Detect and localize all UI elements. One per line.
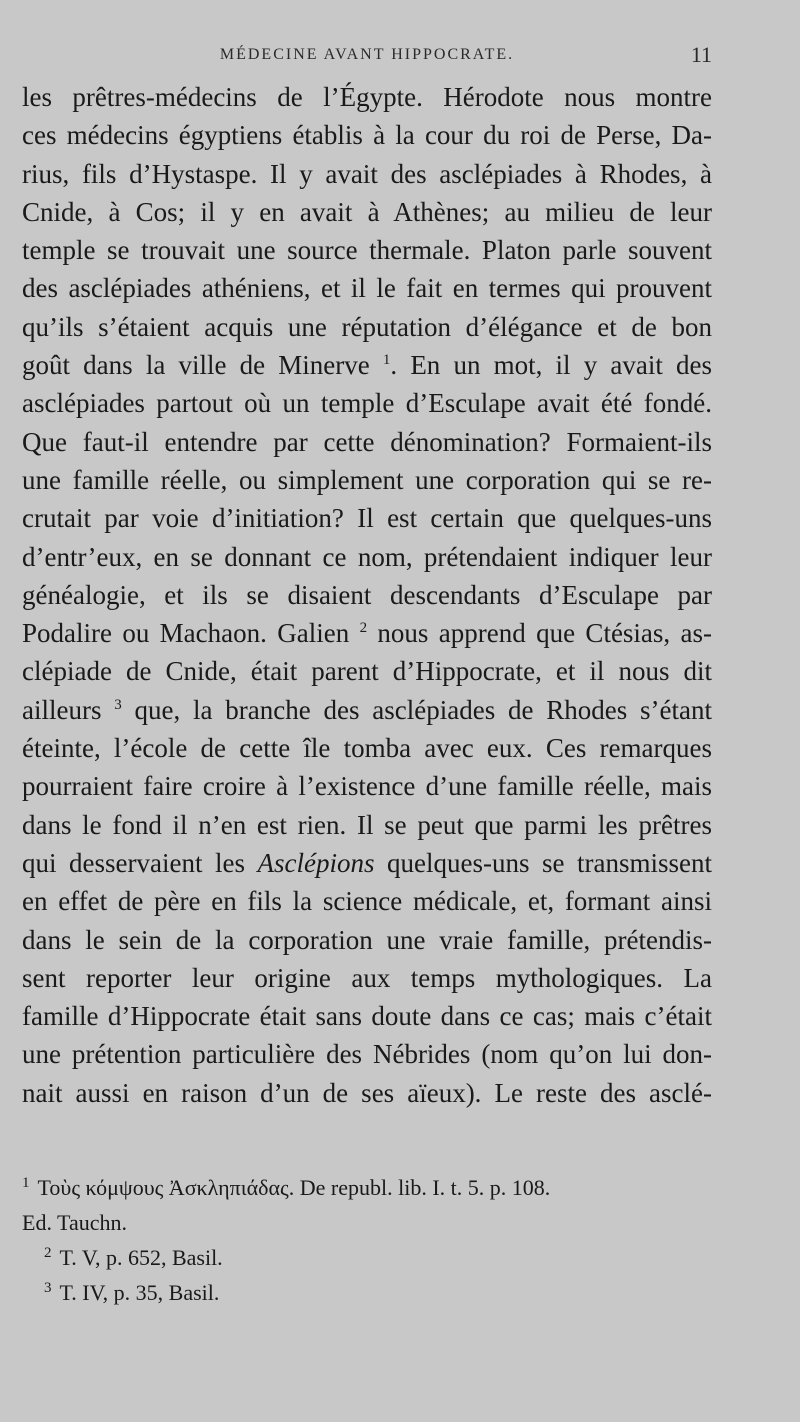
footnote-reference: 2 (359, 620, 368, 637)
text-segment: que, la branche des asclépiades de Rhodes s’étant (121, 694, 712, 725)
text-line: asclépiades partout où un temple d’Esculape avait été fondé. (22, 388, 712, 419)
text-line: Cnide, à Cos; il y en avait à Athènes; au milieu de leur (22, 196, 712, 227)
text-segment: goût dans la ville de Minerve (22, 350, 370, 381)
footnotes (22, 1170, 712, 1310)
text-line: sent reporter leur origine aux temps mythologiques. La (22, 962, 712, 993)
footnote-3 (22, 1275, 712, 1310)
text-line: qu’ils s’étaient acquis une réputation d’élégance et de bon (22, 311, 712, 342)
text-segment: quelques-uns se transmissent (374, 847, 712, 878)
text-line: en effet de père en fils la science médicale, et, formant ainsi (22, 886, 712, 917)
text-line: d’entr’eux, en se donnant ce nom, prétendaient indiquer leur (22, 541, 712, 572)
text-line: généalogie, et ils se disaient descendants d’Esculape par (22, 579, 712, 610)
text-line: Que faut-il entendre par cette dénomination? Formaient-ils (22, 426, 712, 457)
footnote-1 (22, 1170, 712, 1205)
text-line: une prétention particulière des Nébrides (nom qu’on lui don- (22, 1039, 712, 1070)
footnote-text: Τοὺς κόμψους Ἀσκληπιάδας. De republ. lib. I. t. 5. p. 108. (37, 1175, 551, 1200)
text-segment: ailleurs (22, 694, 102, 725)
text-line: des asclépiades athéniens, et il le fait en termes qui prouvent (22, 273, 712, 304)
text-line: éteinte, l’école de cette île tomba avec eux. Ces remarques (22, 733, 712, 764)
text-line: clépiade de Cnide, était parent d’Hippocrate, et il nous dit (22, 656, 712, 687)
footnote-marker: 2 (44, 1244, 52, 1261)
text-line (22, 614, 712, 652)
footnote-marker: 1 (22, 1174, 30, 1191)
footnote-reference: 3 (114, 696, 122, 713)
text-line (22, 844, 712, 882)
text-line (22, 346, 712, 384)
text-segment: Podalire ou Machaon. Galien (22, 618, 350, 649)
text-line: dans le fond il n’en est rien. Il se peut que parmi les prêtres (22, 809, 712, 840)
italic-term: Asclépions (257, 847, 375, 878)
body-paragraph (22, 78, 712, 1112)
footnote-2 (22, 1240, 712, 1275)
text-line: temple se trouvait une source thermale. Platon parle souvent (22, 235, 712, 266)
running-title: MÉDECINE AVANT HIPPOCRATE. (219, 46, 515, 63)
text-line: famille d’Hippocrate était sans doute dans ce cas; mais c’était (22, 1001, 712, 1032)
text-line: dans le sein de la corporation une vraie famille, prétendis- (22, 924, 712, 955)
text-line: une famille réelle, ou simplement une corporation qui se re- (22, 464, 712, 495)
footnote-marker: 3 (44, 1279, 52, 1296)
footnote-text: T. IV, p. 35, Basil. (59, 1280, 220, 1305)
text-line: nait aussi en raison d’un de ses aïeux). Le reste des asclé- (22, 1077, 712, 1108)
text-line: crutait par voie d’initiation? Il est certain que quelques-uns (22, 503, 712, 534)
footnote-text: T. V, p. 652, Basil. (59, 1245, 223, 1270)
text-segment: nous apprend que Ctésias, as- (367, 618, 712, 649)
text-line: les prêtres-médecins de l’Égypte. Hérodote nous montre (22, 82, 712, 112)
footnote-reference: 1 (382, 352, 391, 369)
page-number: 11 (690, 42, 712, 67)
running-header (22, 42, 712, 70)
footnote-1-continuation: Ed. Tauchn. (22, 1210, 127, 1235)
text-segment: qui desservaient les (22, 847, 258, 878)
text-line: pourraient faire croire à l’existence d’une famille réelle, mais (22, 771, 712, 802)
text-line: ces médecins égyptiens établis à la cour du roi de Perse, Da- (22, 120, 712, 151)
text-line: rius, fils d’Hystaspe. Il y avait des asclépiades à Rhodes, à (22, 158, 712, 189)
text-line (22, 691, 712, 729)
text-segment: . En un mot, il y avait des (390, 350, 712, 381)
